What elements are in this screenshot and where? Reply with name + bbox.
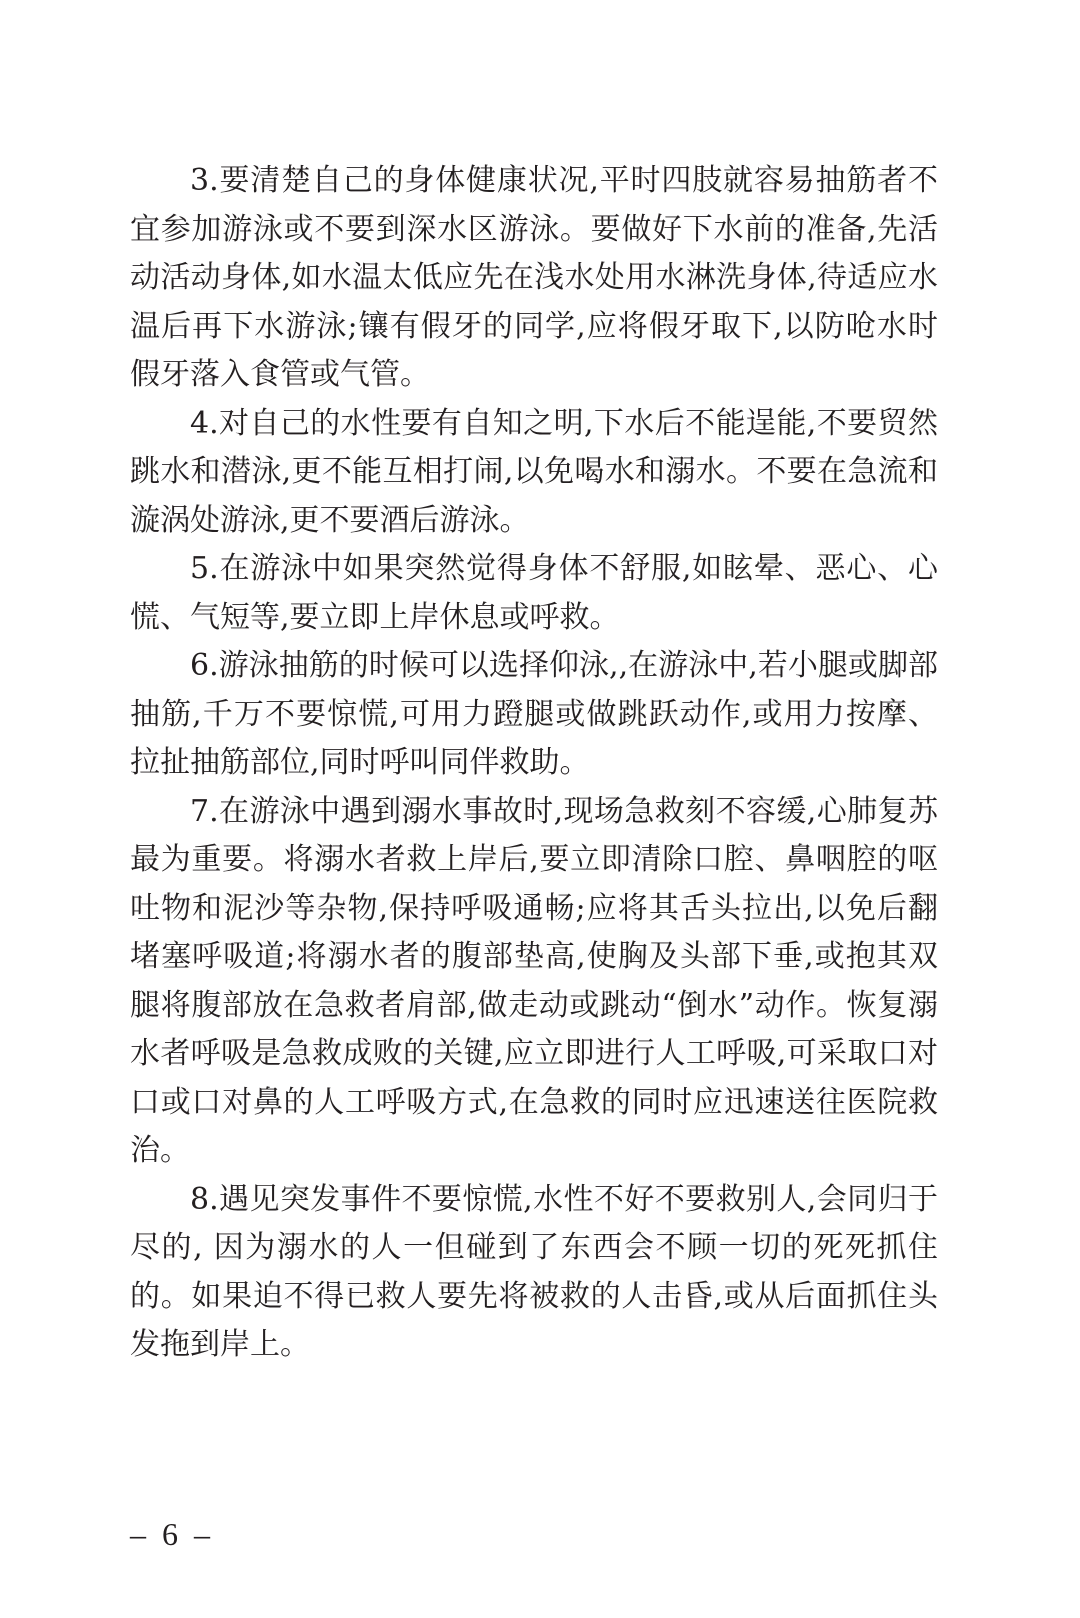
body-text [130, 157, 938, 1370]
paragraph-8: 8.遇见突发事件不要惊慌,水性不好不要救别人,会同归于尽的, 因为溺水的人一但碰到了东西会不顾一切的死死抓住的。如果迫不得已救人要先将被救的人击昏,或从后面抓住头发拖到岸上。 [130, 1181, 938, 1362]
page-number: – 6 – [130, 1516, 214, 1552]
paragraph-6: 6.游泳抽筋的时候可以选择仰泳,,在游泳中,若小腿或脚部抽筋,千万不要惊慌,可用力蹬腿或做跳跃动作,或用力按摩、拉扯抽筋部位,同时呼叫同伴救助。 [130, 648, 938, 780]
paragraph-5: 5.在游泳中如果突然觉得身体不舒服,如眩晕、恶心、心慌、气短等,要立即上岸休息或呼救。 [130, 551, 938, 635]
paragraph-7: 7.在游泳中遇到溺水事故时,现场急救刻不容缓,心肺复苏最为重要。将溺水者救上岸后,要立即清除口腔、鼻咽腔的呕吐物和泥沙等杂物,保持呼吸通畅;应将其舌头拉出,以免后翻堵塞呼吸道;将溺水者的腹部垫高,使胸及头部下垂,或抱其双腿将腹部放在急救者肩部,做走动或跳动“倒水”动作。恢复溺水者呼吸是急救成败的关键,应立即进行人工呼吸,可采取口对口或口对鼻的人工呼吸方式,在急救的同时应迅速送往医院救治。 [130, 793, 938, 1168]
paragraph-4: 4.对自己的水性要有自知之明,下水后不能逞能,不要贸然跳水和潜泳,更不能互相打闹,以免喝水和溺水。不要在急流和漩涡处游泳,更不要酒后游泳。 [130, 405, 938, 538]
paragraph-3: 3.要清楚自己的身体健康状况,平时四肢就容易抽筋者不宜参加游泳或不要到深水区游泳。要做好下水前的准备,先活动活动身体,如水温太低应先在浅水处用水淋洗身体,待适应水温后再下水游泳;镶有假牙的同学,应将假牙取下,以防呛水时假牙落入食管或气管。 [130, 163, 938, 392]
